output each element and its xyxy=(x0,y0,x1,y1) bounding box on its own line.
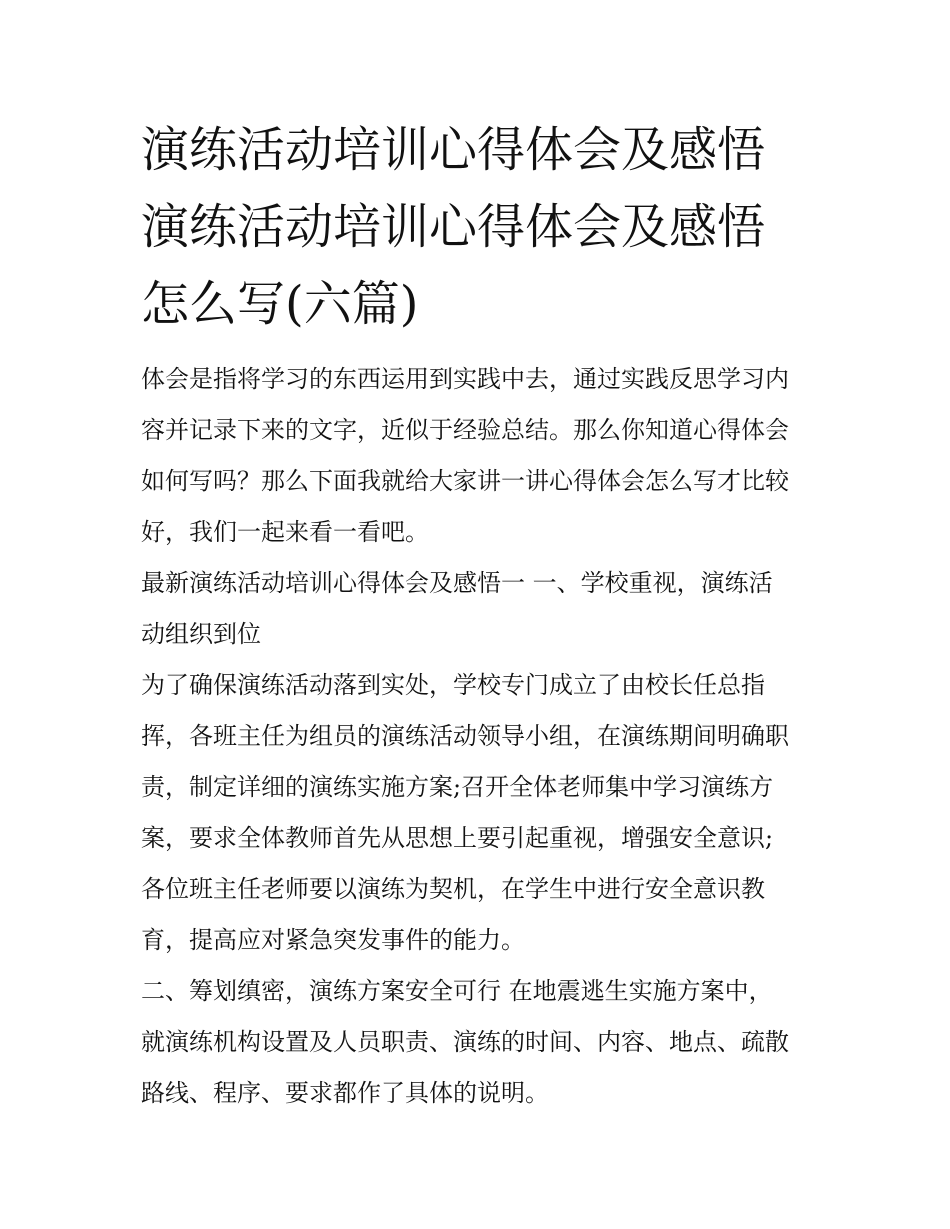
text-line: 育，提高应对紧急突发事件的能力。 xyxy=(141,926,525,954)
paragraph-section-two xyxy=(141,966,821,1119)
text-line: 挥，各班主任为组员的演练活动领导小组，在演练期间明确职 xyxy=(141,722,789,750)
paragraph-section-one-body xyxy=(141,660,821,966)
text-line: 二、筹划缜密，演练方案安全可行 在地震逃生实施方案中， xyxy=(141,977,773,1005)
document-title xyxy=(141,112,821,343)
text-line: 各位班主任老师要以演练为契机，在学生中进行安全意识教 xyxy=(141,875,765,903)
text-line: 路线、程序、要求都作了具体的说明。 xyxy=(141,1079,549,1107)
text-line: 案，要求全体教师首先从思想上要引起重视，增强安全意识; xyxy=(141,824,774,852)
text-line: 容并记录下来的文字，近似于经验总结。那么你知道心得体会 xyxy=(141,416,789,444)
paragraph-section-one-heading xyxy=(141,558,821,660)
text-line: 体会是指将学习的东西运用到实践中去，通过实践反思学习内 xyxy=(141,365,789,393)
text-line: 就演练机构设置及人员职责、演练的时间、内容、地点、疏散 xyxy=(141,1028,789,1056)
text-line: 为了确保演练活动落到实处，学校专门成立了由校长任总指 xyxy=(141,671,765,699)
title-line: 怎么写(六篇) xyxy=(141,276,419,332)
document-body xyxy=(141,354,821,1119)
text-line: 责，制定详细的演练实施方案;召开全体老师集中学习演练方 xyxy=(141,773,774,801)
text-line: 动组织到位 xyxy=(141,620,261,648)
title-line: 演练活动培训心得体会及感悟 xyxy=(141,122,766,178)
paragraph-intro xyxy=(141,354,821,558)
text-line: 最新演练活动培训心得体会及感悟一 一、学校重视，演练活 xyxy=(141,569,773,597)
text-line: 好，我们一起来看一看吧。 xyxy=(141,518,429,546)
text-line: 如何写吗？那么下面我就给大家讲一讲心得体会怎么写才比较 xyxy=(141,467,789,495)
title-line: 演练活动培训心得体会及感悟 xyxy=(141,199,766,255)
